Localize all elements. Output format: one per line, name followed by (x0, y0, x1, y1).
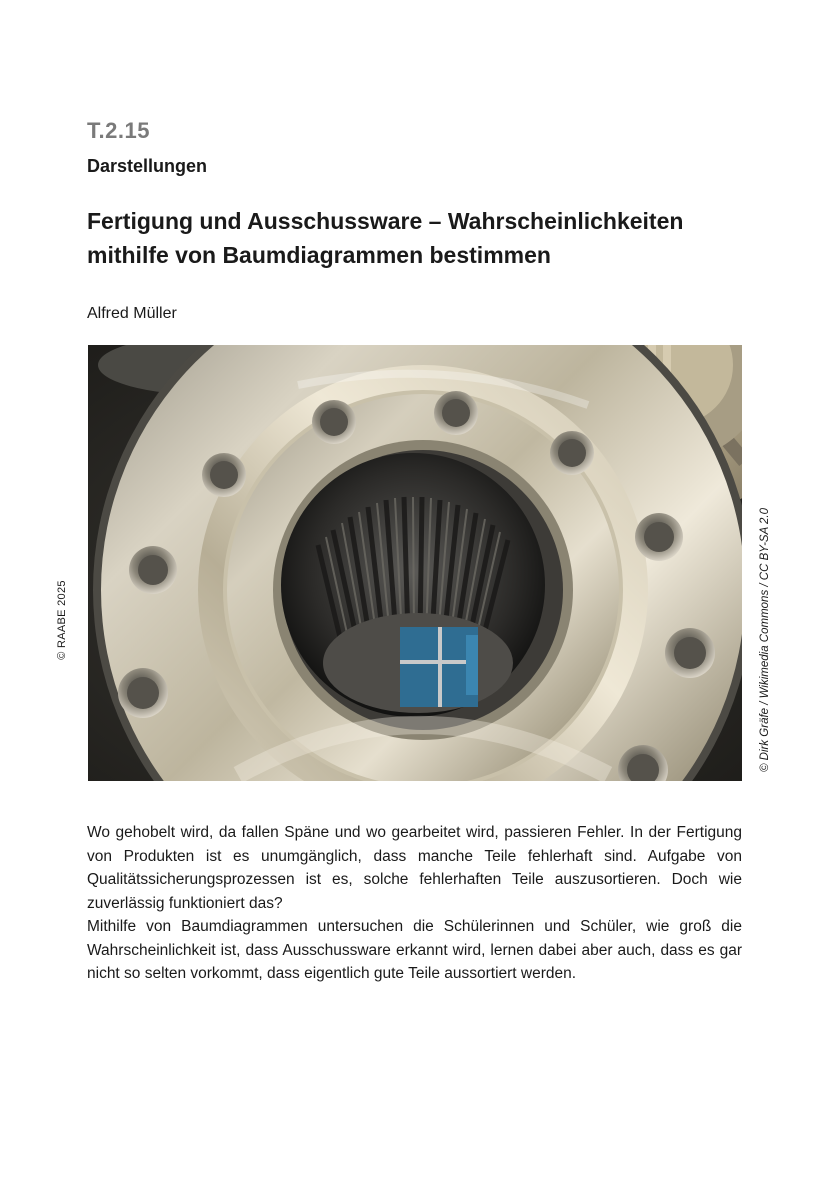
intro-text (87, 821, 742, 986)
flange-photo (88, 345, 742, 781)
author-name: Alfred Müller (87, 305, 177, 322)
page-title: Fertigung und Ausschussware – Wahrscheinlichkeiten mithilfe von Baumdiagrammen bestimmen (87, 208, 684, 268)
category-label: Darstellungen (87, 156, 208, 176)
copyright-notice: © RAABE 2025 (56, 580, 68, 660)
intro-paragraph: Wo gehobelt wird, da fallen Späne und wo gearbeitet wird, passieren Fehler. In der Fertigung von Produkten ist es unumgänglich, dass manche Teile fehlerhaft sind. Aufgabe von Qualitätssicherungsprozessen ist es, solche fehlerhaften Teile auszusortieren. Doch wie zuverlässig funktioniert das? (87, 824, 742, 912)
unit-code: T.2.15 (87, 118, 150, 143)
photo-credit: © Dirk Gräfe / Wikimedia Commons / CC BY-SA 2.0 (759, 508, 771, 772)
intro-paragraph: Mithilfe von Baumdiagrammen untersuchen die Schülerinnen und Schüler, wie groß die Wahrscheinlichkeit ist, dass Ausschussware erkannt wird, lernen dabei aber auch, dass es gar nicht so selten vorkommt, dass eigentlich gute Teile aussortiert werden. (87, 918, 742, 982)
